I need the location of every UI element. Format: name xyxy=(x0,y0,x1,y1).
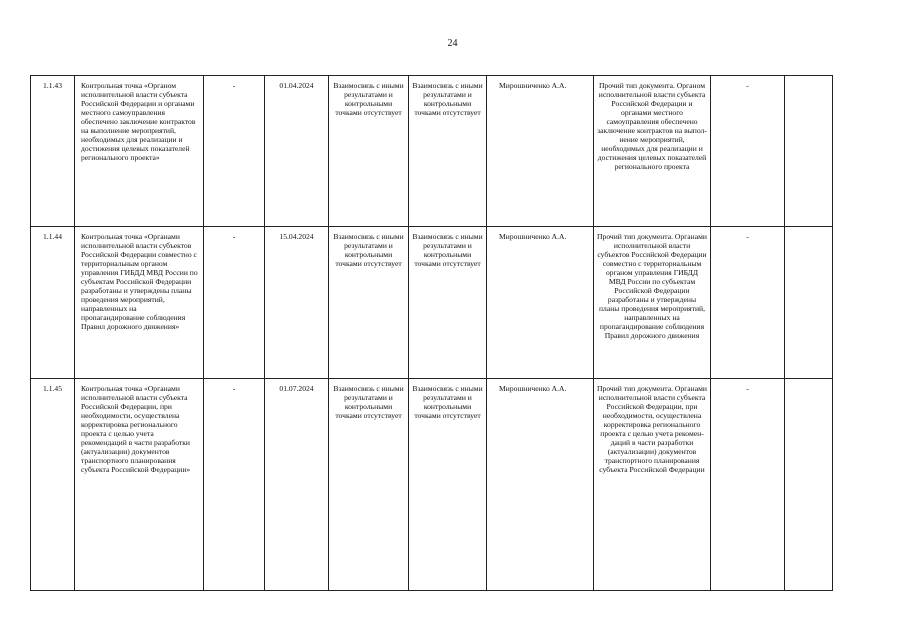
information-system: - xyxy=(711,227,785,379)
end-date: 01.04.2024 xyxy=(265,76,329,227)
predecessors: Взаимосвязь с иными результатами и контрольными точками отсутствует xyxy=(329,379,409,591)
predecessors: Взаимосвязь с иными результатами и контрольными точками отсутствует xyxy=(329,227,409,379)
control-point-name: Контрольная точка «Органом исполнительной власти субъекта Российской Федерации и органами местного самоуправления обеспечено заключение контрактов на выполнение мероприятий, необходимых для реализации и достижения целевых показателей регионального проекта» xyxy=(75,76,204,227)
start-date: - xyxy=(204,227,265,379)
extra-cell xyxy=(785,227,833,379)
control-points-table xyxy=(30,75,833,591)
start-date: - xyxy=(204,379,265,591)
end-date: 01.07.2024 xyxy=(265,379,329,591)
successors: Взаимосвязь с иными результатами и контрольными точками отсутствует xyxy=(409,76,487,227)
document-type: Прочий тип документа. Органами исполнительной власти субъектов Российской Федерации совместно с территориальным органом управления ГИБДД МВД России по субъектам Российской Федерации разработаны и утверждены планы проведения мероприятий, направленных на пропагандирование соблюдения Правил дорожного движения xyxy=(594,227,711,379)
successors: Взаимосвязь с иными результатами и контрольными точками отсутствует xyxy=(409,379,487,591)
extra-cell xyxy=(785,379,833,591)
extra-cell xyxy=(785,76,833,227)
row-number: 1.1.43 xyxy=(31,76,75,227)
control-point-name: Контрольная точка «Органами исполнительной власти субъекта Российской Федерации, при необходимости, осуществлена корректировка регионального проекта с целью учета рекомендаций в части разработки (актуализации) документов транспортного планирования субъекта Российской Федерации» xyxy=(75,379,204,591)
page-number: 24 xyxy=(447,38,458,49)
end-date: 15.04.2024 xyxy=(265,227,329,379)
successors: Взаимосвязь с иными результатами и контрольными точками отсутствует xyxy=(409,227,487,379)
row-number: 1.1.45 xyxy=(31,379,75,591)
information-system: - xyxy=(711,76,785,227)
information-system: - xyxy=(711,379,785,591)
document-type: Прочий тип документа. Органом исполнительной власти субъекта Российской Федерации и органами местного самоуправления обеспечено заключение контрактов на выпол-нение мероприятий, необходимых для реализации и достижения целевых показателей регионального проекта xyxy=(594,76,711,227)
responsible-person: Мирошниченко А.А. xyxy=(487,227,594,379)
responsible-person: Мирошниченко А.А. xyxy=(487,379,594,591)
control-point-name: Контрольная точка «Органами исполнительной власти субъектов Российской Федерации совместно с территориальным органом управления ГИБДД МВД России по субъектам Российской Федерации разработаны и утверждены планы проведения мероприятий, направленных на пропагандирование соблюдения Правил дорожного движения» xyxy=(75,227,204,379)
table-row xyxy=(31,76,833,227)
table-row xyxy=(31,227,833,379)
responsible-person: Мирошниченко А.А. xyxy=(487,76,594,227)
predecessors: Взаимосвязь с иными результатами и контрольными точками отсутствует xyxy=(329,76,409,227)
row-number: 1.1.44 xyxy=(31,227,75,379)
document-type: Прочий тип документа. Органами исполнительной власти субъекта Российской Федерации, при необходимости, осуществлена корректировка регионального проекта с целью учета рекомен-даций в части разработки (актуализации) документов транспортного планирования субъекта Российской Федерации xyxy=(594,379,711,591)
table-row xyxy=(31,379,833,591)
start-date: - xyxy=(204,76,265,227)
